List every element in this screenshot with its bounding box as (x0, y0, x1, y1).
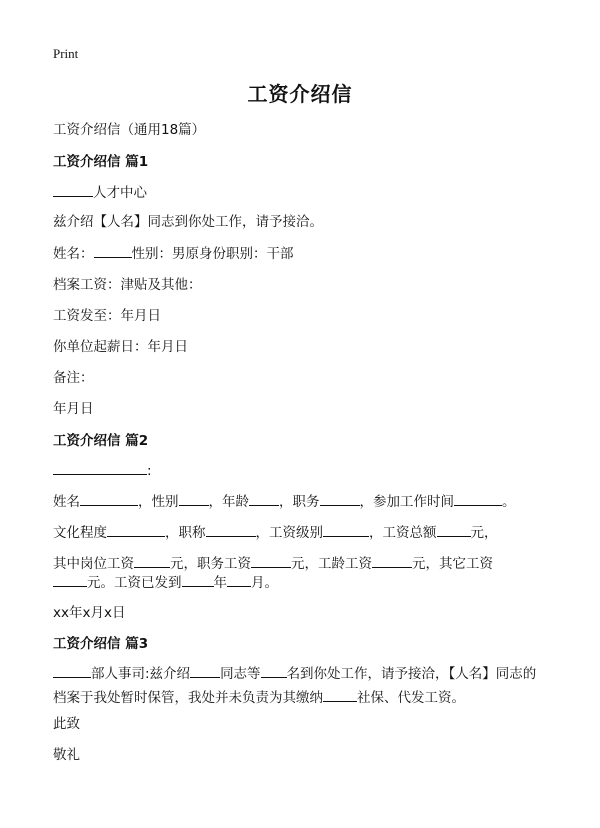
blank-line (320, 491, 360, 506)
blank-line (323, 522, 369, 537)
section-1-heading: 工资介绍信 篇1 (53, 154, 149, 170)
section-2-line-2: 姓名 ，性别 ，年龄 ，职务 ，参加工作时间 。 (53, 491, 548, 512)
blank-line (372, 553, 412, 568)
blank-line (182, 572, 214, 587)
print-label: Print (53, 46, 79, 61)
blank-line (53, 182, 93, 197)
section-1-line-1: 人才中心 (53, 182, 548, 203)
blank-line (53, 663, 91, 678)
section-1-line-5: 工资发至：年月日 (53, 308, 161, 324)
blank-line (179, 491, 209, 506)
section-2-line-3: 文化程度 ，职称 ，工资级别 ，工资总额 元， (53, 522, 548, 543)
blank-line (94, 243, 132, 258)
blank-line (53, 572, 87, 587)
blank-line (134, 553, 170, 568)
section-1-line-2: 兹介绍【人名】同志到你处工作，请予接洽。 (53, 214, 323, 230)
blank-line (251, 553, 291, 568)
blank-line (80, 491, 138, 506)
section-1-line-7: 备注： (53, 370, 94, 386)
section-2-line-4: 其中岗位工资 元，职务工资 元，工龄工资 元，其它工资 (53, 553, 548, 574)
section-3-heading: 工资介绍信 篇3 (53, 636, 149, 652)
blank-line (190, 663, 220, 678)
closing-line-2: 敬礼 (53, 747, 80, 763)
section-1-line-4: 档案工资：津贴及其他： (53, 277, 202, 293)
blank-line (107, 522, 165, 537)
section-2-date: xx年x月x日 (53, 605, 126, 621)
blank-line (249, 491, 279, 506)
blank-line (323, 687, 357, 702)
section-3-paragraph: 部人事司:兹介绍 同志等 名到你处工作，请予接洽，【人名】同志的档案于我处暂时保管，我处并未负责为其缴纳 社保、代发工资。 (53, 662, 548, 710)
section-1-line-3: 姓名： 性别：男原身份职别：干部 (53, 243, 548, 264)
section-1-line-8: 年月日 (53, 401, 94, 417)
blank-line (206, 522, 256, 537)
section-2-line-1: : (53, 460, 548, 481)
page-title: 工资介绍信 (247, 82, 353, 106)
closing-line-1: 此致 (53, 716, 80, 732)
blank-line (261, 663, 287, 678)
section-2-heading: 工资介绍信 篇2 (53, 433, 149, 449)
blank-line (437, 522, 471, 537)
document-subtitle: 工资介绍信（通用18篇） (53, 122, 206, 138)
blank-line (454, 491, 502, 506)
section-1-line-6: 你单位起薪日：年月日 (53, 339, 188, 355)
section-2-line-5: 元。工资已发到 年 月。 (53, 572, 548, 593)
blank-line (227, 572, 251, 587)
blank-line (53, 460, 147, 475)
